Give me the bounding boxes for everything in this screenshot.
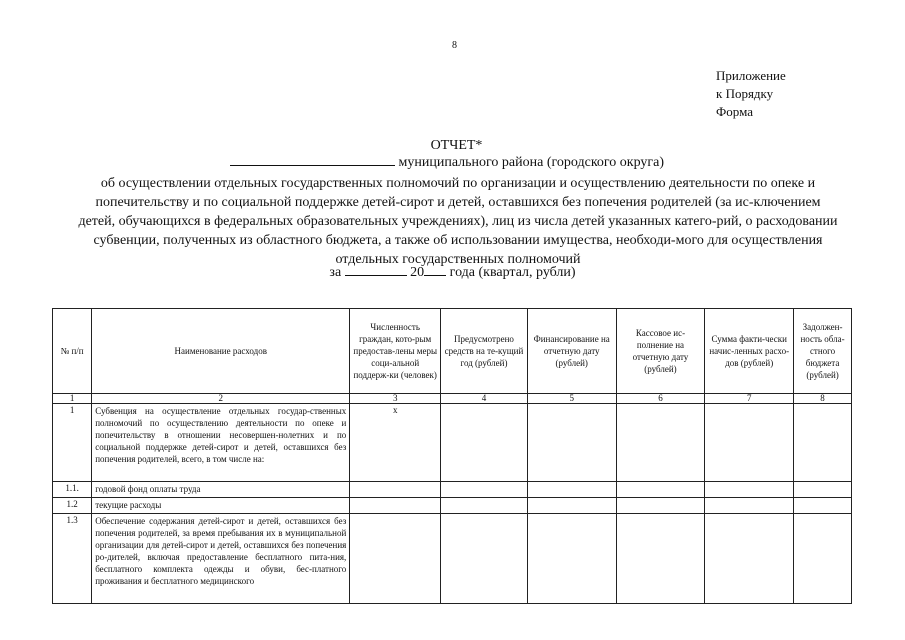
column-header: Финансирование на отчетную дату (рублей) <box>527 309 616 394</box>
blank-line <box>345 263 407 276</box>
period-suffix: года (квартал, рубли) <box>449 265 576 280</box>
table-cell <box>527 482 616 498</box>
column-index: 5 <box>527 394 616 404</box>
blank-line <box>230 153 395 166</box>
table-cell <box>441 498 528 514</box>
report-description: об осуществлении отдельных государственных полномочий по организации и осуществлению деятельности по опеке и попечительству и по социальной поддержке детей-сирот и детей, оставшихся без попечения родителей (за ис-ключением детей, обучающихся в федеральных образовательных учреждениях), лиц из числа детей указанных катего-рий, о расходовании субвенции, полученных из областного бюджета, а также об использовании имущества, необходи-мого для осуществления отдельных государственных полномочий <box>78 176 838 267</box>
column-header: Наименование расходов <box>92 309 350 394</box>
table-row <box>53 482 852 498</box>
table-cell <box>441 514 528 604</box>
column-header: Предусмотрено средств на те-кущий год (рублей) <box>441 309 528 394</box>
column-index: 8 <box>794 394 852 404</box>
column-header: Задолжен-ность обла-стного бюджета (рублей) <box>794 309 852 394</box>
appendix-line: Приложение <box>716 68 786 83</box>
table-cell <box>441 482 528 498</box>
column-header: Сумма факти-чески начис-ленных расхо-дов (рублей) <box>705 309 794 394</box>
column-index: 4 <box>441 394 528 404</box>
row-people-count <box>350 514 441 604</box>
table-cell <box>705 482 794 498</box>
table-row <box>53 498 852 514</box>
row-name: текущие расходы <box>92 498 350 514</box>
report-title: ОТЧЕТ* <box>430 138 483 153</box>
column-index: 1 <box>53 394 92 404</box>
table-cell <box>441 404 528 482</box>
table-cell <box>794 404 852 482</box>
table-row <box>53 404 852 482</box>
table-cell <box>616 498 705 514</box>
column-header: № п/п <box>53 309 92 394</box>
row-name: Обеспечение содержания детей-сирот и детей, оставшихся без попечения родителей, за время пребывания их в муниципальной организации для детей-сирот и детей, оставшихся без попечения ро-дителей, включая предоставление бесплатного пита-ния, бесплатного комплекта одежды и обуви, бес-платного проживания и бесплатного медицинского <box>92 514 350 604</box>
table-header-row <box>53 309 852 394</box>
column-header: Кассовое ис-полнение на отчетную дату (рублей) <box>616 309 705 394</box>
table-cell <box>705 404 794 482</box>
expenses-table <box>52 308 852 604</box>
page-number: 8 <box>452 40 457 51</box>
report-subtitle <box>230 153 664 171</box>
table-cell <box>527 498 616 514</box>
table-cell <box>794 514 852 604</box>
period-middle: 20 <box>410 265 425 280</box>
table-cell <box>794 482 852 498</box>
report-period <box>0 263 905 281</box>
table-cell <box>527 404 616 482</box>
period-prefix: за <box>329 265 342 280</box>
table-cell <box>616 514 705 604</box>
row-number: 1.2 <box>53 498 92 514</box>
row-people-count: х <box>350 404 441 482</box>
table-cell <box>705 498 794 514</box>
column-index: 7 <box>705 394 794 404</box>
row-people-count <box>350 498 441 514</box>
column-index: 3 <box>350 394 441 404</box>
table-cell <box>616 482 705 498</box>
row-number: 1.1. <box>53 482 92 498</box>
appendix-line: к Порядку <box>716 86 774 101</box>
row-name: Субвенция на осуществление отдельных государ-ственных полномочий по осуществлению деятельности по опеке и попечительству в отношении несовершен-нолетних и по социальной поддержке детей-сирот и детей, оставшихся без попечения родителей, всего, в том числе на: <box>92 404 350 482</box>
row-number: 1.3 <box>53 514 92 604</box>
table-row <box>53 514 852 604</box>
column-header: Численность граждан, кото-рым предостав-лены меры соци-альной поддерж-ки (человек) <box>350 309 441 394</box>
table-cell <box>616 404 705 482</box>
appendix-line: Форма <box>716 104 753 119</box>
column-index: 2 <box>92 394 350 404</box>
subtitle-text: муниципального района (городского округа) <box>398 155 665 170</box>
appendix-block <box>716 67 786 121</box>
row-name: годовой фонд оплаты труда <box>92 482 350 498</box>
row-people-count <box>350 482 441 498</box>
blank-line <box>424 263 446 276</box>
row-number: 1 <box>53 404 92 482</box>
table-cell <box>705 514 794 604</box>
table-cell <box>794 498 852 514</box>
table-cell <box>527 514 616 604</box>
column-index: 6 <box>616 394 705 404</box>
column-index-row <box>53 394 852 404</box>
